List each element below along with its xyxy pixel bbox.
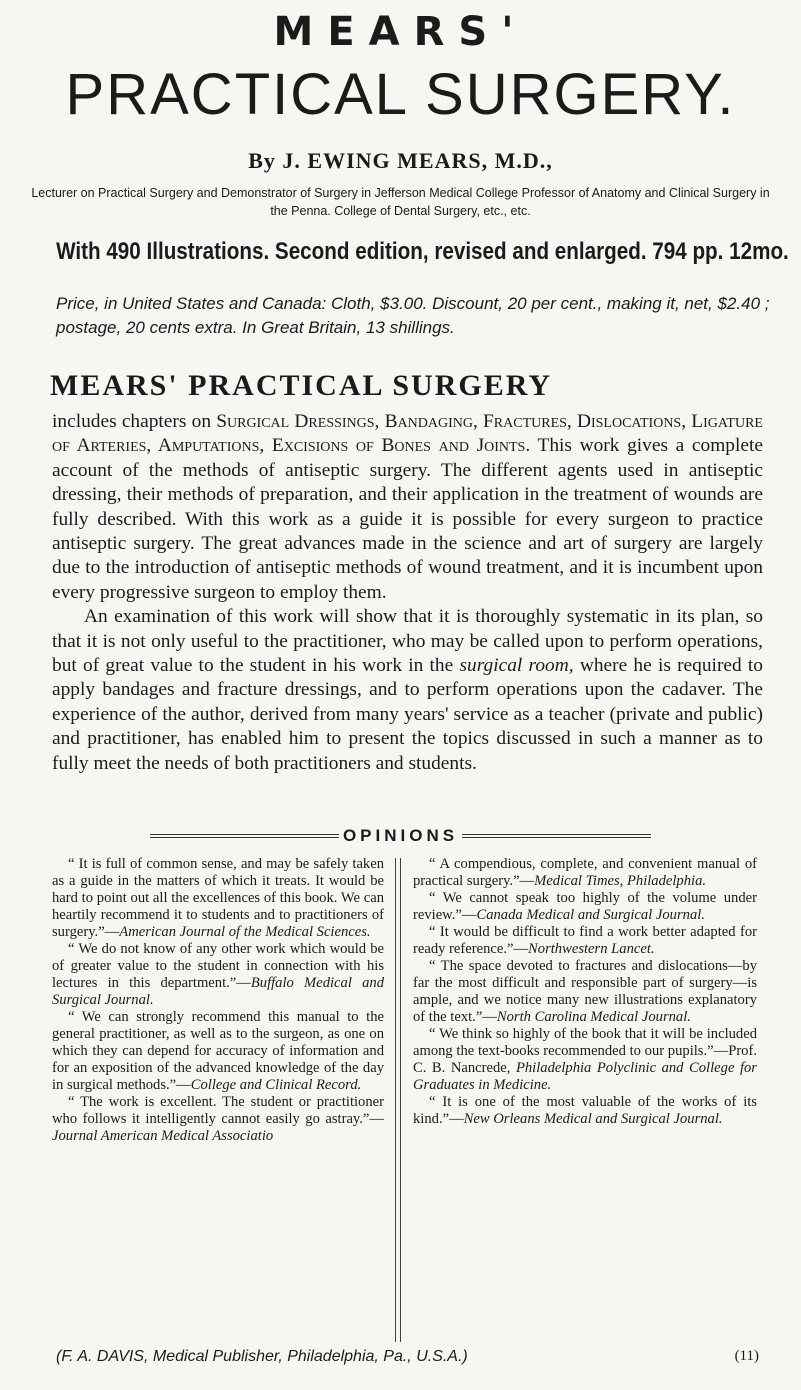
opinion-quote <box>413 856 757 890</box>
author-display-heading: MEARS' <box>273 9 528 55</box>
opinion-quote <box>413 1026 757 1094</box>
page-number: (11) <box>734 1348 759 1364</box>
opinions-right-column <box>413 856 757 1128</box>
opinion-quote <box>413 924 757 958</box>
quote-text: “ We can strongly recommend this manual to the general practitioner, as well as to the surgeon, as one on which they can depend for accuracy of information and for an exposition of the advanced knowledge of the day in surgical methods.”— <box>52 1009 384 1093</box>
quote-text: “ A compendious, complete, and convenient manual of practical surgery.”— <box>413 856 757 889</box>
quote-text: “ The work is excellent. The student or practitioner who follows it intelligently cannot easily go astray.”— <box>52 1094 384 1127</box>
opinion-quote <box>52 1009 384 1094</box>
quote-source: Journal American Medical Associatio <box>52 1128 274 1144</box>
quote-source: Northwestern Lancet. <box>528 941 655 957</box>
description-rest: This work gives a complete account of the methods of antiseptic surgery. The different agents used in antiseptic dressing, their methods of preparation, and their application in the treatment of wounds are fully described. With this work as a guide it is possible for every surgeon to practice antiseptic surgery. The great advances made in the science and art of surgery are largely due to the introduction of antiseptic methods of wound treatment, and it is incumbent upon every progressive surgeon to employ them. <box>52 435 763 603</box>
opinions-heading-rule <box>150 824 651 848</box>
opinion-quote <box>52 856 384 941</box>
opinions-left-column <box>52 856 384 1145</box>
opinion-quote <box>52 1094 384 1145</box>
description-paragraph-2 <box>52 605 763 776</box>
description-topics: Surgical Dressings, Bandaging, Fractures, Dislocations, Ligature of Arteries, Amputations, Excisions of Bones and Joints. <box>52 411 763 457</box>
column-divider <box>395 858 401 1342</box>
opinion-quote <box>52 941 384 1009</box>
description-paragraph-1 <box>52 410 763 605</box>
book-title: PRACTICAL SURGERY. <box>65 62 736 127</box>
quote-source: Buffalo Medical and Surgical Journal. <box>52 975 384 1008</box>
quote-text: “ It is one of the most valuable of the works of its kind.”— <box>413 1094 757 1127</box>
publisher-footer: (F. A. DAVIS, Medical Publisher, Philadelphia, Pa., U.S.A.) <box>56 1348 468 1365</box>
quote-source: Philadelphia Polyclinic and College for Graduates in Medicine. <box>413 1060 757 1093</box>
description-p2-emphasis: surgical room, <box>459 655 574 677</box>
quote-source: Canada Medical and Surgical Journal. <box>476 907 705 923</box>
edition-details: With 490 Illustrations. Second edition, revised and enlarged. 794 pp. 12mo. <box>56 238 789 265</box>
author-byline: By J. EWING MEARS, M.D., <box>248 148 553 173</box>
description-p2-after: where he is required to apply bandages and fracture dressings, and to perform operations upon the cadaver. The experience of the author, derived from many years' service as a teacher (private and public) and practitioner, has enabled him to present the topics discussed in such a manner as to fully meet the needs of both practitioners and students. <box>52 655 764 774</box>
price-details: Price, in United States and Canada: Cloth, $3.00. Discount, 20 per cent., making it, net, $2.40 ; postage, 20 cents extra. In Great Britain, 13 shillings. <box>56 294 770 337</box>
quote-text: “ The space devoted to fractures and dislocations—by far the most difficult and responsible part of surgery—is ample, and we notice many new illustrations explanatory of the text.”— <box>413 958 757 1025</box>
quote-text: “ We think so highly of the book that it will be included among the text-books recommended to our pupils.”—Prof. C. B. Nancrede, <box>413 1026 757 1076</box>
opinion-quote <box>413 1094 757 1128</box>
quote-text: “ We do not know of any other work which would be of greater value to the student in connection with his lectures in this department.”— <box>52 941 384 991</box>
quote-text: “ It would be difficult to find a work better adapted for ready reference.”— <box>413 924 757 957</box>
opinion-quote <box>413 890 757 924</box>
author-credentials: Lecturer on Practical Surgery and Demonstrator of Surgery in Jefferson Medical College Professor of Anatomy and Clinical Surgery in the Penna. College of Dental Surgery, etc., etc. <box>31 186 770 218</box>
quote-source: New Orleans Medical and Surgical Journal. <box>463 1111 723 1127</box>
rule-left <box>150 834 339 838</box>
quote-source: College and Clinical Record. <box>190 1077 362 1093</box>
opinions-heading: OPINIONS <box>342 826 459 845</box>
opinion-quote <box>413 958 757 1026</box>
quote-source: American Journal of the Medical Sciences. <box>119 924 371 940</box>
description-p2-before: An examination of this work will show that it is thoroughly systematic in its plan, so that it is not only useful to the practitioner, who may be called upon to perform operations, but of great value to the student in his work in the <box>52 606 763 677</box>
quote-text: “ We cannot speak too highly of the volume under review.”— <box>413 890 757 923</box>
quote-text: “ It is full of common sense, and may be safely taken as a guide in the matters of which it treats. It would be hard to point out all the excellences of this book. We can heartily recommend it to students and to practitioners of surgery.”— <box>52 856 384 940</box>
rule-right <box>462 834 651 838</box>
description-lead: includes chapters on <box>52 411 217 432</box>
quote-source: Medical Times, Philadelphia. <box>534 873 707 889</box>
book-description <box>52 410 763 776</box>
section-heading: MEARS' PRACTICAL SURGERY <box>50 369 552 402</box>
quote-source: North Carolina Medical Journal. <box>496 1009 691 1025</box>
